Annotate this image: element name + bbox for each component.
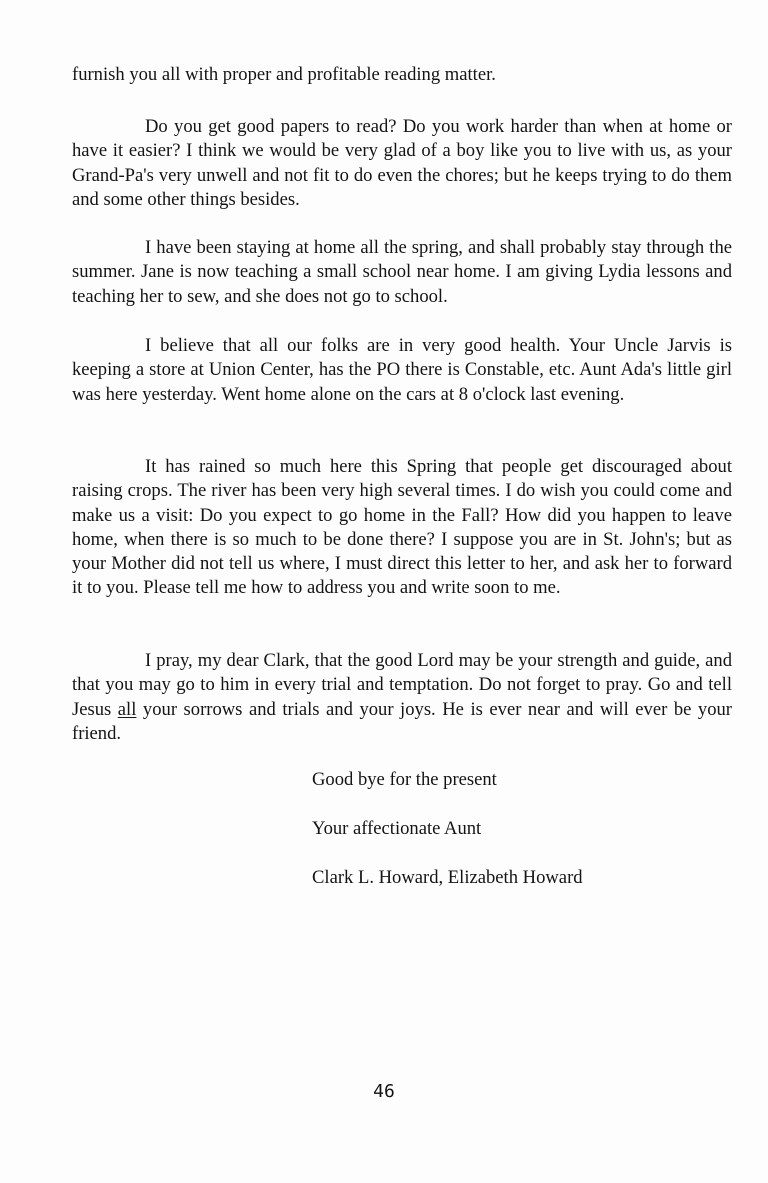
paragraph-staying-home: I have been staying at home all the spring, and shall probably stay through the summer. Jane is now teaching a small school near home. I am giving Lydia lessons and teaching her to sew, and she does not go to school. [72,237,732,307]
closing-salutation: Your affectionate Aunt [312,818,482,839]
paragraph-folks-health: I believe that all our folks are in very good health. Your Uncle Jarvis is keeping a store at Union Center, has the PO there is Constable, etc. Aunt Ada's little girl was here yesterday. Went home alone on the cars at 8 o'clock last evening. [72,335,732,405]
paragraph-papers: Do you get good papers to read? Do you work harder than when at home or have it easier? I think we would be very glad of a boy like you to live with us, as your Grand-Pa's very unwell and not fit to do even the chores; but he keeps trying to do them and some other things besides. [72,116,732,210]
page-number: 46 [373,1081,395,1102]
prayer-text-start: I pray, my dear Clark, that the good Lord may be your strength and guide, and that you may go to him in every trial and temptation. Do not forget to pray. Go and tell Jesus [72,650,732,720]
paragraph-continuation: furnish you all with proper and profitable reading matter. [72,64,496,85]
prayer-text-end: your sorrows and trials and your joys. He is ever near and will ever be your friend. [72,698,732,744]
paragraph-prayer [72,649,732,746]
closing-goodbye: Good bye for the present [312,769,497,790]
paragraph-rain: It has rained so much here this Spring that people get discouraged about raising crops. The river has been very high several times. I do wish you could come and make us a visit: Do you expect to go home in the Fall? How did you happen to leave home, when there is so much to be done there? I suppose you are in St. John's; but as your Mother did not tell us where, I must direct this letter to her, and ask her to forward it to you. Please tell me how to address you and write soon to me. [72,456,732,599]
underlined-word: all [117,698,137,720]
closing-signature: Clark L. Howard, Elizabeth Howard [312,867,583,888]
